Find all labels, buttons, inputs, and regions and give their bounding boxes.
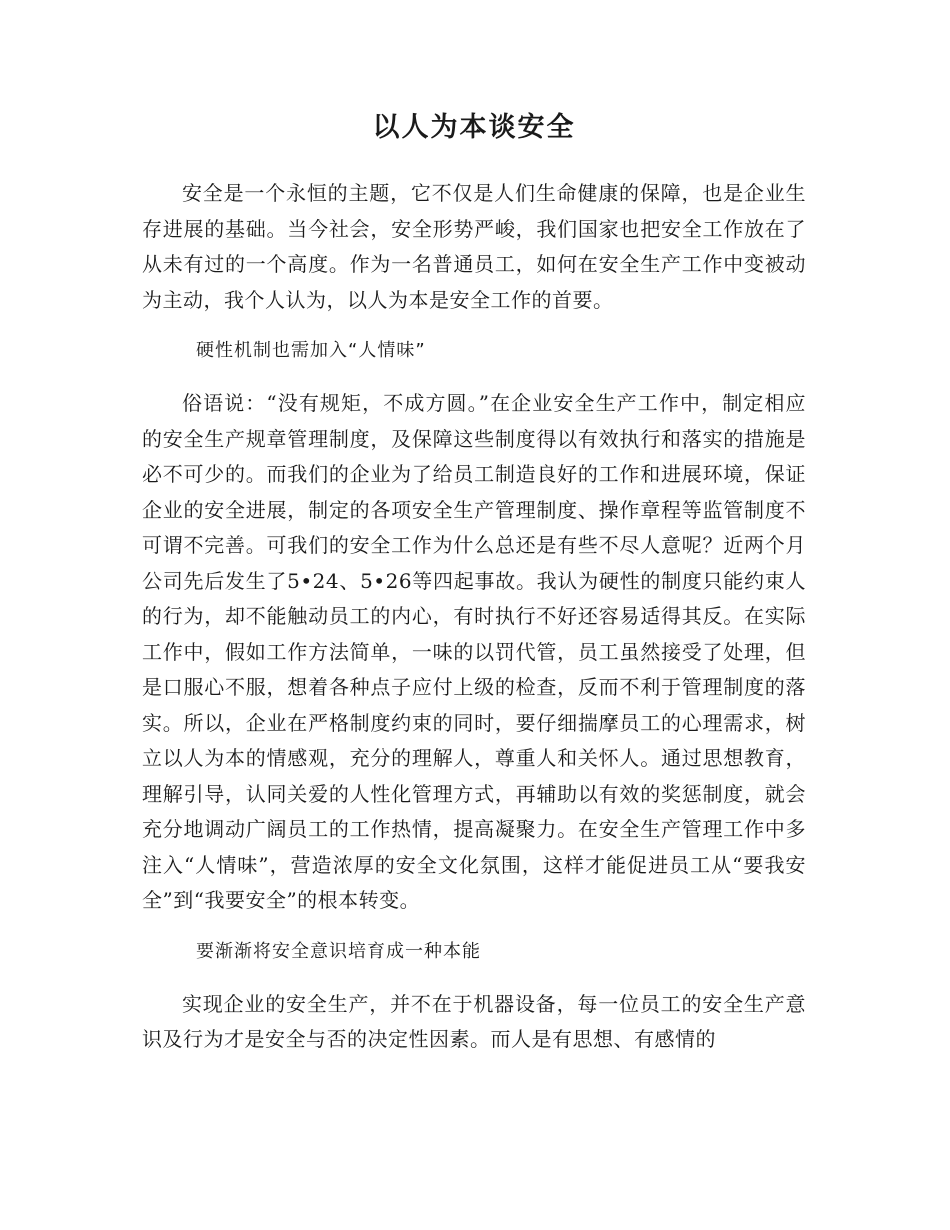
document-page xyxy=(142,108,806,1074)
body-paragraph-mechanism: 俗语说：“没有规矩，不成方圆。”在企业安全生产工作中，制定相应的安全生产规章管理制度，及保障这些制度得以有效执行和落实的措施是必不可少的。而我们的企业为了给员工制造良好的工作和进展环境，保证企业的安全进展，制定的各项安全生产管理制度、操作章程等监管制度不可谓不完善。可我们的安全工作为什么总还是有些不尽人意呢？近两个月公司先后发生了5•24、5•26等四起事故。我认为硬性的制度只能约束人的行为，却不能触动员工的内心，有时执行不好还容易适得其反。在实际工作中，假如工作方法简单，一味的以罚代管，员工虽然接受了处理，但是口服心不服，想着各种点子应付上级的检查，反而不利于管理制度的落实。所以，企业在严格制度约束的同时，要仔细揣摩员工的心理需求，树立以人为本的情感观，充分的理解人，尊重人和关怀人。通过思想教育，理解引导，认同关爱的人性化管理方式，再辅助以有效的奖惩制度，就会充分地调动广阔员工的工作热情，提高凝聚力。在安全生产管理工作中多注入“人情味”，营造浓厚的安全文化氛围，这样才能促进员工从“要我安全”到“我要安全”的根本转变。 xyxy=(142,391,806,912)
section-heading-mechanism: 硬性机制也需加入“人情味” xyxy=(196,340,426,361)
document-title: 以人为本谈安全 xyxy=(372,112,576,143)
body-paragraph-awareness: 实现企业的安全生产，并不在于机器设备，每一位员工的安全生产意识及行为才是安全与否的决定性因素。而人是有思想、有感情的 xyxy=(142,991,806,1051)
intro-paragraph: 安全是一个永恒的主题，它不仅是人们生命健康的保障，也是企业生存进展的基础。当今社会，安全形势严峻，我们国家也把安全工作放在了从未有过的一个高度。作为一名普通员工，如何在安全生产工作中变被动为主动，我个人认为，以人为本是安全工作的首要。 xyxy=(142,181,806,312)
section-heading-awareness: 要渐渐将安全意识培育成一种本能 xyxy=(196,940,481,962)
